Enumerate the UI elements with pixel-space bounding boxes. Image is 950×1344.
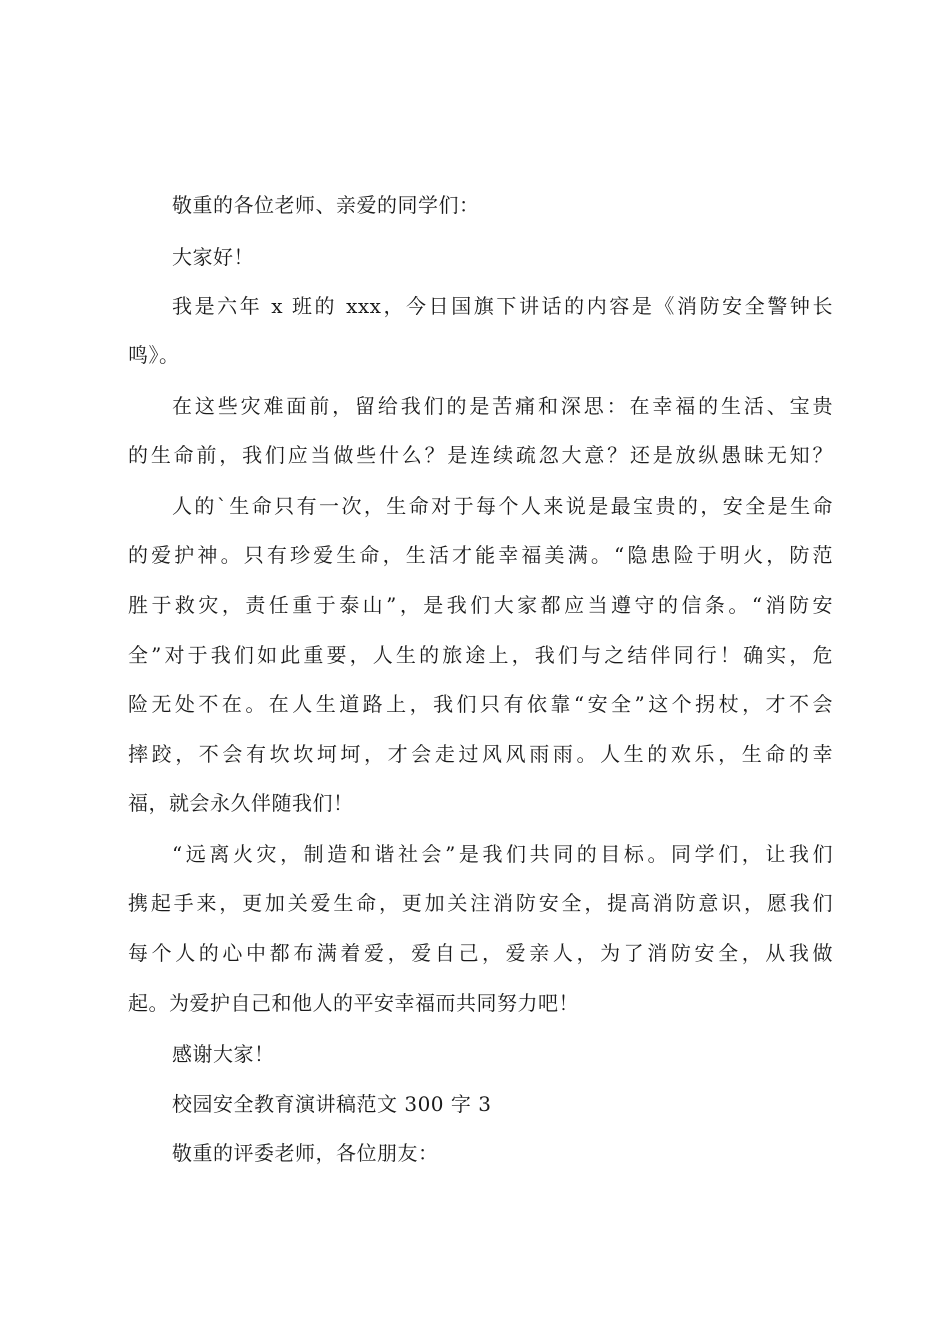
section-title: 校园安全教育演讲稿范文 300 字 3 <box>172 1092 492 1116</box>
paragraph-line: 的生命前，我们应当做些什么？是连续疏忽大意？还是放纵愚昧无知？ <box>128 443 833 467</box>
paragraph-line: 的爱护神。只有珍爱生命，生活才能幸福美满。“隐患险于明火，防范 <box>128 543 833 567</box>
paragraph-line: “远离火灾，制造和谐社会”是我们共同的目标。同学们，让我们 <box>172 842 833 866</box>
paragraph-line: 起。为爱护自己和他人的平安幸福而共同努力吧！ <box>128 991 579 1015</box>
hello-line: 大家好！ <box>172 245 254 269</box>
paragraph-line: 在这些灾难面前，留给我们的是苦痛和深思：在幸福的生活、宝贵 <box>172 394 833 418</box>
paragraph-line: 福，就会永久伴随我们！ <box>128 791 354 815</box>
paragraph-line: 摔跤，不会有坎坎坷坷，才会走过风风雨雨。人生的欢乐，生命的幸 <box>128 742 833 766</box>
paragraph-line: 险无处不在。在人生道路上，我们只有依靠“安全”这个拐杖，才不会 <box>128 692 833 716</box>
greeting-line: 敬重的各位老师、亲爱的同学们： <box>172 193 480 217</box>
thanks-line: 感谢大家！ <box>172 1042 275 1066</box>
paragraph-line: 鸣》。 <box>128 343 180 367</box>
paragraph-line: 携起手来，更加关爱生命，更加关注消防安全，提高消防意识，愿我们 <box>128 891 833 915</box>
paragraph-line: 每个人的心中都布满着爱，爱自己，爱亲人，为了消防安全，从我做 <box>128 941 833 965</box>
paragraph-line: 全”对于我们如此重要，人生的旅途上，我们与之结伴同行！确实，危 <box>128 643 833 667</box>
paragraph-line: 人的`生命只有一次，生命对于每个人来说是最宝贵的，安全是生命 <box>172 494 833 518</box>
greeting-line: 敬重的评委老师，各位朋友： <box>172 1141 439 1165</box>
paragraph-line: 胜于救灾，责任重于泰山”，是我们大家都应当遵守的信条。“消防安 <box>128 593 833 617</box>
paragraph-line: 我是六年 x 班的 xxx，今日国旗下讲话的内容是《消防安全警钟长 <box>172 294 833 318</box>
